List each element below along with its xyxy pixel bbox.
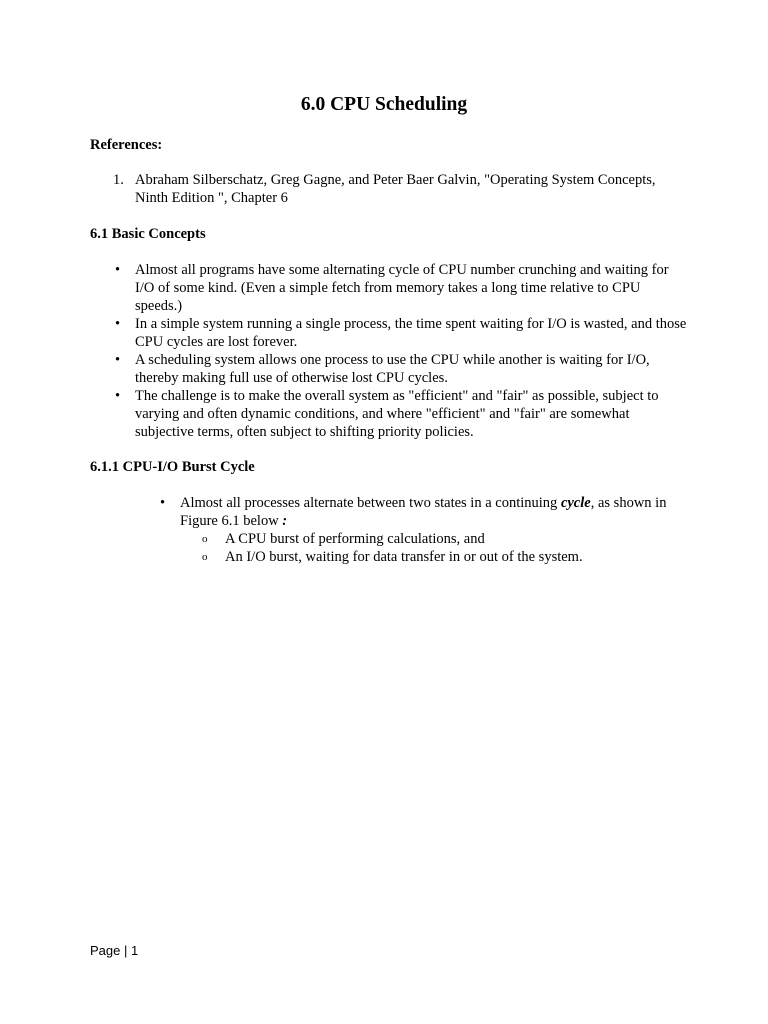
sub-list-item bbox=[180, 548, 695, 566]
burst-sub-list bbox=[180, 530, 695, 566]
page-title: 6.0 CPU Scheduling bbox=[300, 94, 468, 115]
circle-bullet-icon: o bbox=[202, 551, 208, 563]
list-item-text-after: , as shown in Figure 6.1 below bbox=[180, 495, 667, 529]
list-item-text: Almost all programs have some alternating cycle of CPU number crunching and waiting for I/O of some kind. (Even a simple fetch from memory takes a long time relative to CPU speeds.) bbox=[135, 262, 669, 314]
page-number-footer: Page | 1 bbox=[90, 943, 139, 958]
circle-bullet-icon: o bbox=[202, 533, 208, 545]
list-item bbox=[90, 315, 690, 351]
cycle-emphasis: cycle bbox=[560, 495, 591, 511]
burst-cycle-heading: 6.1.1 CPU-I/O Burst Cycle bbox=[90, 459, 255, 475]
sub-list-item bbox=[180, 530, 695, 548]
sub-list-item-text: A CPU burst of performing calculations, and bbox=[225, 531, 485, 547]
references-list bbox=[90, 171, 690, 207]
list-item bbox=[90, 351, 690, 387]
bullet-icon: • bbox=[115, 316, 121, 332]
list-item-text: In a simple system running a single process, the time spent waiting for I/O is wasted, and those CPU cycles are lost forever. bbox=[135, 316, 687, 350]
list-item bbox=[135, 494, 695, 566]
bullet-icon: • bbox=[115, 388, 121, 404]
burst-cycle-list bbox=[135, 494, 695, 566]
bullet-icon: • bbox=[115, 262, 121, 278]
list-item bbox=[90, 261, 690, 315]
basic-concepts-heading: 6.1 Basic Concepts bbox=[90, 226, 206, 242]
list-item-text-before: Almost all processes alternate between two states in a continuing bbox=[180, 495, 561, 511]
list-item-text: The challenge is to make the overall system as "efficient" and "fair" as possible, subject to varying and often dynamic conditions, and where "efficient" and "fair" are somewhat subjective terms, often subject to shifting priority policies. bbox=[135, 388, 659, 440]
reference-number: 1. bbox=[113, 172, 124, 188]
reference-text: Abraham Silberschatz, Greg Gagne, and Peter Baer Galvin, "Operating System Concepts, Ninth Edition ", Chapter 6 bbox=[135, 172, 656, 206]
list-item bbox=[90, 387, 690, 441]
reference-item bbox=[90, 171, 690, 207]
bullet-icon: • bbox=[115, 352, 121, 368]
list-item-text: A scheduling system allows one process to use the CPU while another is waiting for I/O, thereby making full use of otherwise lost CPU cycles. bbox=[135, 352, 650, 386]
sub-list-item-text: An I/O burst, waiting for data transfer in or out of the system. bbox=[225, 549, 583, 565]
colon-emphasis: : bbox=[282, 513, 288, 529]
basic-concepts-list bbox=[90, 261, 690, 441]
references-heading: References: bbox=[90, 137, 163, 153]
bullet-icon: • bbox=[160, 495, 166, 511]
